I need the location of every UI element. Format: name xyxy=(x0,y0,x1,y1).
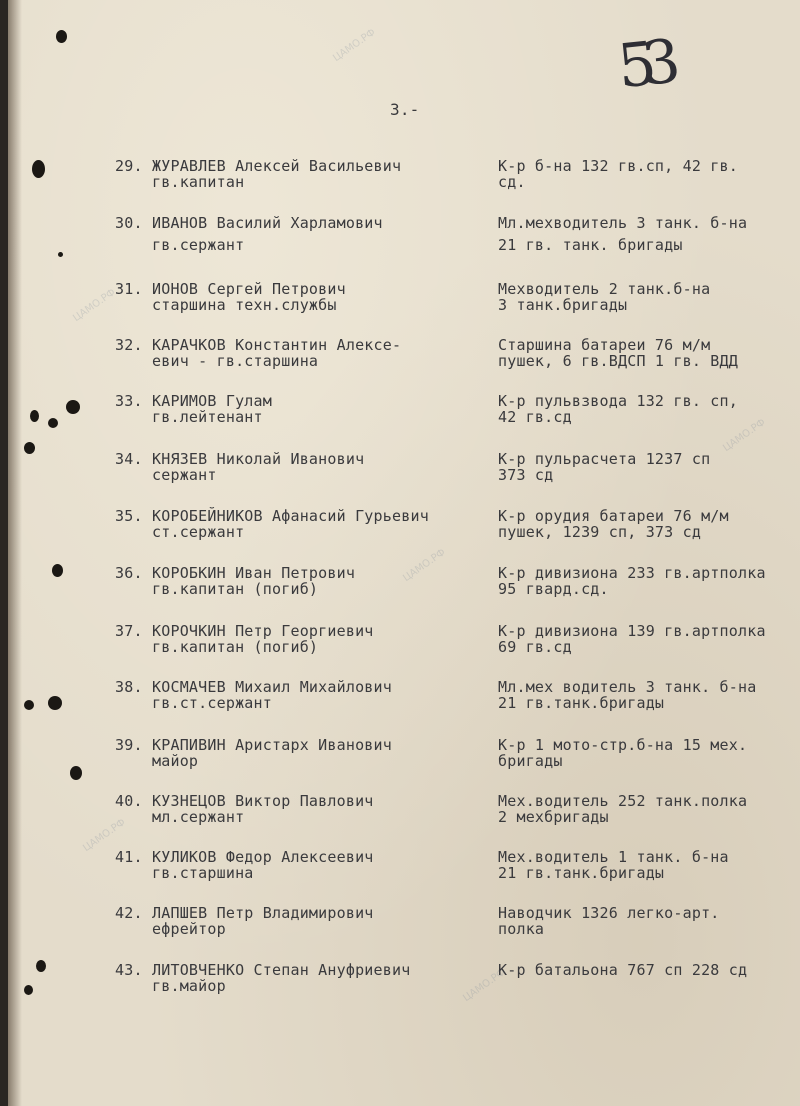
person-rank: сержант xyxy=(152,466,217,484)
entry-number: 29. xyxy=(115,157,143,175)
entry-number: 38. xyxy=(115,678,143,696)
unit-position: К-р пульрасчета 1237 сп xyxy=(498,450,711,468)
entry-number: 39. xyxy=(115,736,143,754)
unit-position-continued: 21 гв. танк. бригады xyxy=(498,236,683,254)
list-item xyxy=(0,336,792,386)
person-rank: гв.ст.сержант xyxy=(152,694,272,712)
binder-hole xyxy=(56,30,67,43)
person-rank: майор xyxy=(152,752,199,770)
unit-position-continued: сд. xyxy=(498,173,526,191)
unit-position-continued: пушек, 6 гв.ВДСП 1 гв. ВДД xyxy=(498,352,738,370)
unit-position: К-р батальона 767 сп 228 сд xyxy=(498,961,748,979)
entry-number: 37. xyxy=(115,622,143,640)
entry-number: 42. xyxy=(115,904,143,922)
entry-number: 32. xyxy=(115,336,143,354)
unit-position: К-р б-на 132 гв.сп, 42 гв. xyxy=(498,157,738,175)
unit-position-continued: 69 гв.сд xyxy=(498,638,572,656)
person-name: КНЯЗЕВ Николай Иванович xyxy=(152,450,365,468)
unit-position: Старшина батареи 76 м/м xyxy=(498,336,711,354)
person-name: КУЛИКОВ Федор Алексеевич xyxy=(152,848,374,866)
unit-position: Мех.водитель 252 танк.полка xyxy=(498,792,748,810)
list-item xyxy=(0,792,792,842)
list-item xyxy=(0,280,792,330)
unit-position-continued: 21 гв.танк.бригады xyxy=(498,864,665,882)
list-item xyxy=(0,848,792,898)
person-name: ЖУРАВЛЕВ Алексей Васильевич xyxy=(152,157,402,175)
list-item xyxy=(0,507,792,557)
watermark: ЦАМО.РФ xyxy=(461,966,508,1005)
unit-position: К-р пульвзвода 132 гв. сп, xyxy=(498,392,738,410)
unit-position-continued: бригады xyxy=(498,752,563,770)
unit-position-continued: пушек, 1239 сп, 373 сд xyxy=(498,523,702,541)
watermark: ЦАМО.РФ xyxy=(331,26,378,65)
unit-position-continued: полка xyxy=(498,920,545,938)
unit-position-continued: 42 гв.сд xyxy=(498,408,572,426)
unit-position: К-р 1 мото-стр.б-на 15 мех. xyxy=(498,736,748,754)
list-item xyxy=(0,564,792,614)
watermark: ЦАМО.РФ xyxy=(71,286,118,325)
watermark: ЦАМО.РФ xyxy=(401,546,448,585)
page-number: 3.- xyxy=(390,100,420,119)
entry-number: 43. xyxy=(115,961,143,979)
person-rank: гв.сержант xyxy=(152,236,245,254)
person-name: ЛИТОВЧЕНКО Степан Ануфриевич xyxy=(152,961,411,979)
person-rank: гв.лейтенант xyxy=(152,408,263,426)
person-name: КОСМАЧЕВ Михаил Михайлович xyxy=(152,678,392,696)
entry-number: 41. xyxy=(115,848,143,866)
unit-position: К-р орудия батареи 76 м/м xyxy=(498,507,729,525)
person-name: ИОНОВ Сергей Петрович xyxy=(152,280,346,298)
person-rank: старшина техн.службы xyxy=(152,296,337,314)
unit-position: Наводчик 1326 легко-арт. xyxy=(498,904,720,922)
entry-number: 31. xyxy=(115,280,143,298)
unit-position-continued: 2 мехбригады xyxy=(498,808,609,826)
watermark: ЦАМО.РФ xyxy=(721,416,768,455)
unit-position-continued: 3 танк.бригады xyxy=(498,296,628,314)
unit-position: Мл.мехводитель 3 танк. б-на xyxy=(498,214,748,232)
list-item xyxy=(0,961,792,1011)
person-name: КАРАЧКОВ Константин Алексе- xyxy=(152,336,402,354)
person-rank: гв.капитан (погиб) xyxy=(152,580,319,598)
folio-number-handwritten: 53 xyxy=(614,27,670,103)
person-rank: мл.сержант xyxy=(152,808,245,826)
list-item xyxy=(0,736,792,786)
list-item xyxy=(0,157,792,207)
unit-position: К-р дивизиона 233 гв.артполка xyxy=(498,564,766,582)
list-item xyxy=(0,904,792,954)
person-name: КОРОБЕЙНИКОВ Афанасий Гурьевич xyxy=(152,507,429,525)
unit-position-continued: 95 гвард.сд. xyxy=(498,580,609,598)
person-rank: ефрейтор xyxy=(152,920,226,938)
person-rank: гв.майор xyxy=(152,977,226,995)
entry-number: 34. xyxy=(115,450,143,468)
unit-position-continued: 21 гв.танк.бригады xyxy=(498,694,665,712)
list-item xyxy=(0,450,792,500)
person-name: КОРОБКИН Иван Петрович xyxy=(152,564,356,582)
list-item xyxy=(0,392,792,442)
entry-number: 33. xyxy=(115,392,143,410)
unit-position-continued: 373 сд xyxy=(498,466,554,484)
person-rank: ст.сержант xyxy=(152,523,245,541)
person-name: КАРИМОВ Гулам xyxy=(152,392,272,410)
person-name: ИВАНОВ Василий Харламович xyxy=(152,214,383,232)
watermark: ЦАМО.РФ xyxy=(81,816,128,855)
entry-number: 30. xyxy=(115,214,143,232)
unit-position: Мех.водитель 1 танк. б-на xyxy=(498,848,729,866)
unit-position: Мл.мех водитель 3 танк. б-на xyxy=(498,678,757,696)
person-name: КРАПИВИН Аристарх Иванович xyxy=(152,736,392,754)
list-item xyxy=(0,214,792,264)
list-item xyxy=(0,622,792,672)
person-name: КОРОЧКИН Петр Георгиевич xyxy=(152,622,374,640)
entry-number: 36. xyxy=(115,564,143,582)
person-rank: евич - гв.старшина xyxy=(152,352,319,370)
person-name: КУЗНЕЦОВ Виктор Павлович xyxy=(152,792,374,810)
list-item xyxy=(0,678,792,728)
unit-position: Мехводитель 2 танк.б-на xyxy=(498,280,711,298)
person-rank: гв.капитан xyxy=(152,173,245,191)
unit-position: К-р дивизиона 139 гв.артполка xyxy=(498,622,766,640)
person-rank: гв.капитан (погиб) xyxy=(152,638,319,656)
entry-number: 40. xyxy=(115,792,143,810)
person-rank: гв.старшина xyxy=(152,864,254,882)
entry-number: 35. xyxy=(115,507,143,525)
person-name: ЛАПШЕВ Петр Владимирович xyxy=(152,904,374,922)
